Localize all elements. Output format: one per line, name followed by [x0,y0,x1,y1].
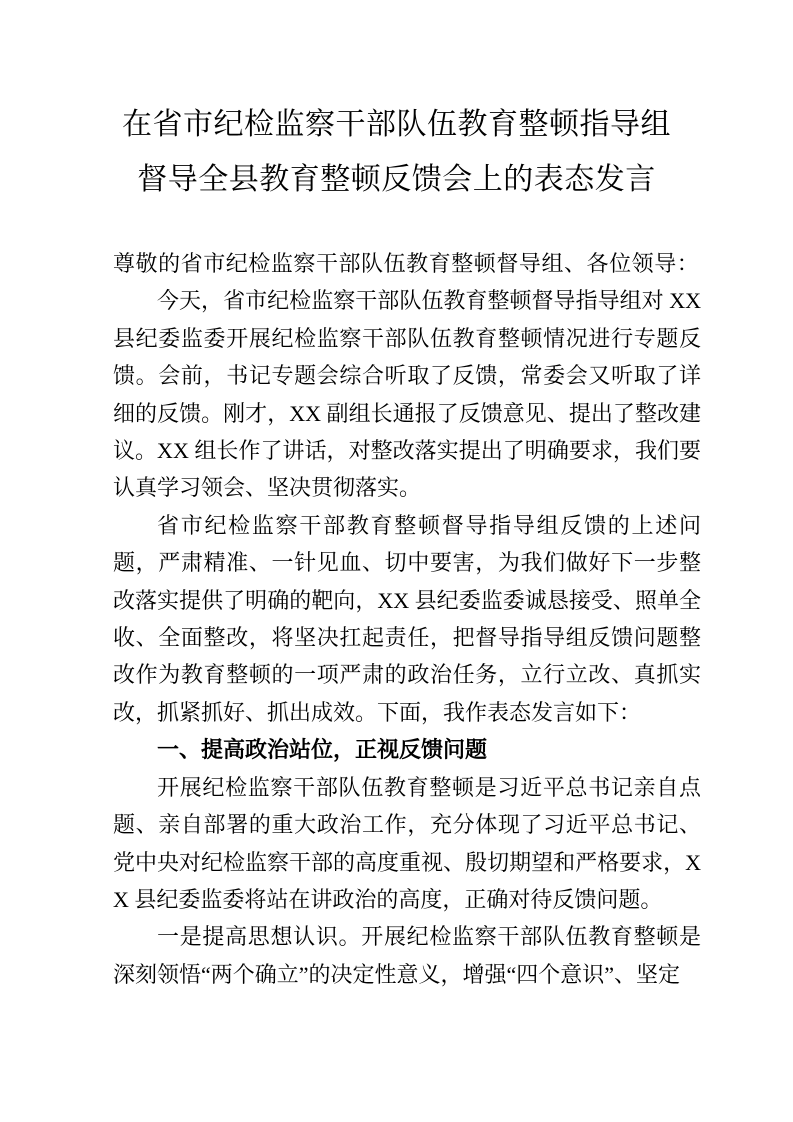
salutation-paragraph: 尊敬的省市纪检监察干部队伍教育整顿督导组、各位领导： [113,251,700,276]
document-title [0,97,793,207]
first-point-paragraph: 一是提高思想认识。开展纪检监察干部队伍教育整顿是深刻领悟“两个确立”的决定性意义，增强“四个意识”、坚定 [113,924,701,987]
document-title-line-2: 督导全县教育整顿反馈会上的表态发言 [137,163,656,196]
document-title-line-1: 在省市纪检监察干部队伍教育整顿指导组 [122,108,671,141]
commitment-paragraph: 省市纪检监察干部教育整顿督导指导组反馈的上述问题，严肃精准、一针见血、切中要害，为我们做好下一步整改落实提供了明确的靶向，XX 县纪委监委诚恳接受、照单全收、全面整改，将坚决扛起责任，把督导指导组反馈问题整改作为教育整顿的一项严肃的政治任务，立行立改、真抓实改，抓紧抓好、抓出成效。下面，我作表态发言如下： [113,512,701,725]
opening-paragraph: 今天，省市纪检监察干部队伍教育整顿督导指导组对 XX 县纪委监委开展纪检监察干部队伍教育整顿情况进行专题反馈。会前，书记专题会综合听取了反馈，常委会又听取了详细的反馈。刚才，XX 副组长通报了反馈意见、提出了整改建议。XX 组长作了讲话，对整改落实提出了明确要求，我们要认真学习领会、坚决贯彻落实。 [113,288,701,501]
section-heading-1: 一、提高政治站位，正视反馈问题 [157,737,488,763]
section-1-paragraph: 开展纪检监察干部队伍教育整顿是习近平总书记亲自点题、亲自部署的重大政治工作，充分体现了习近平总书记、党中央对纪检监察干部的高度重视、殷切期望和严格要求，XX 县纪委监委将站在讲政治的高度，正确对待反馈问题。 [113,774,701,912]
